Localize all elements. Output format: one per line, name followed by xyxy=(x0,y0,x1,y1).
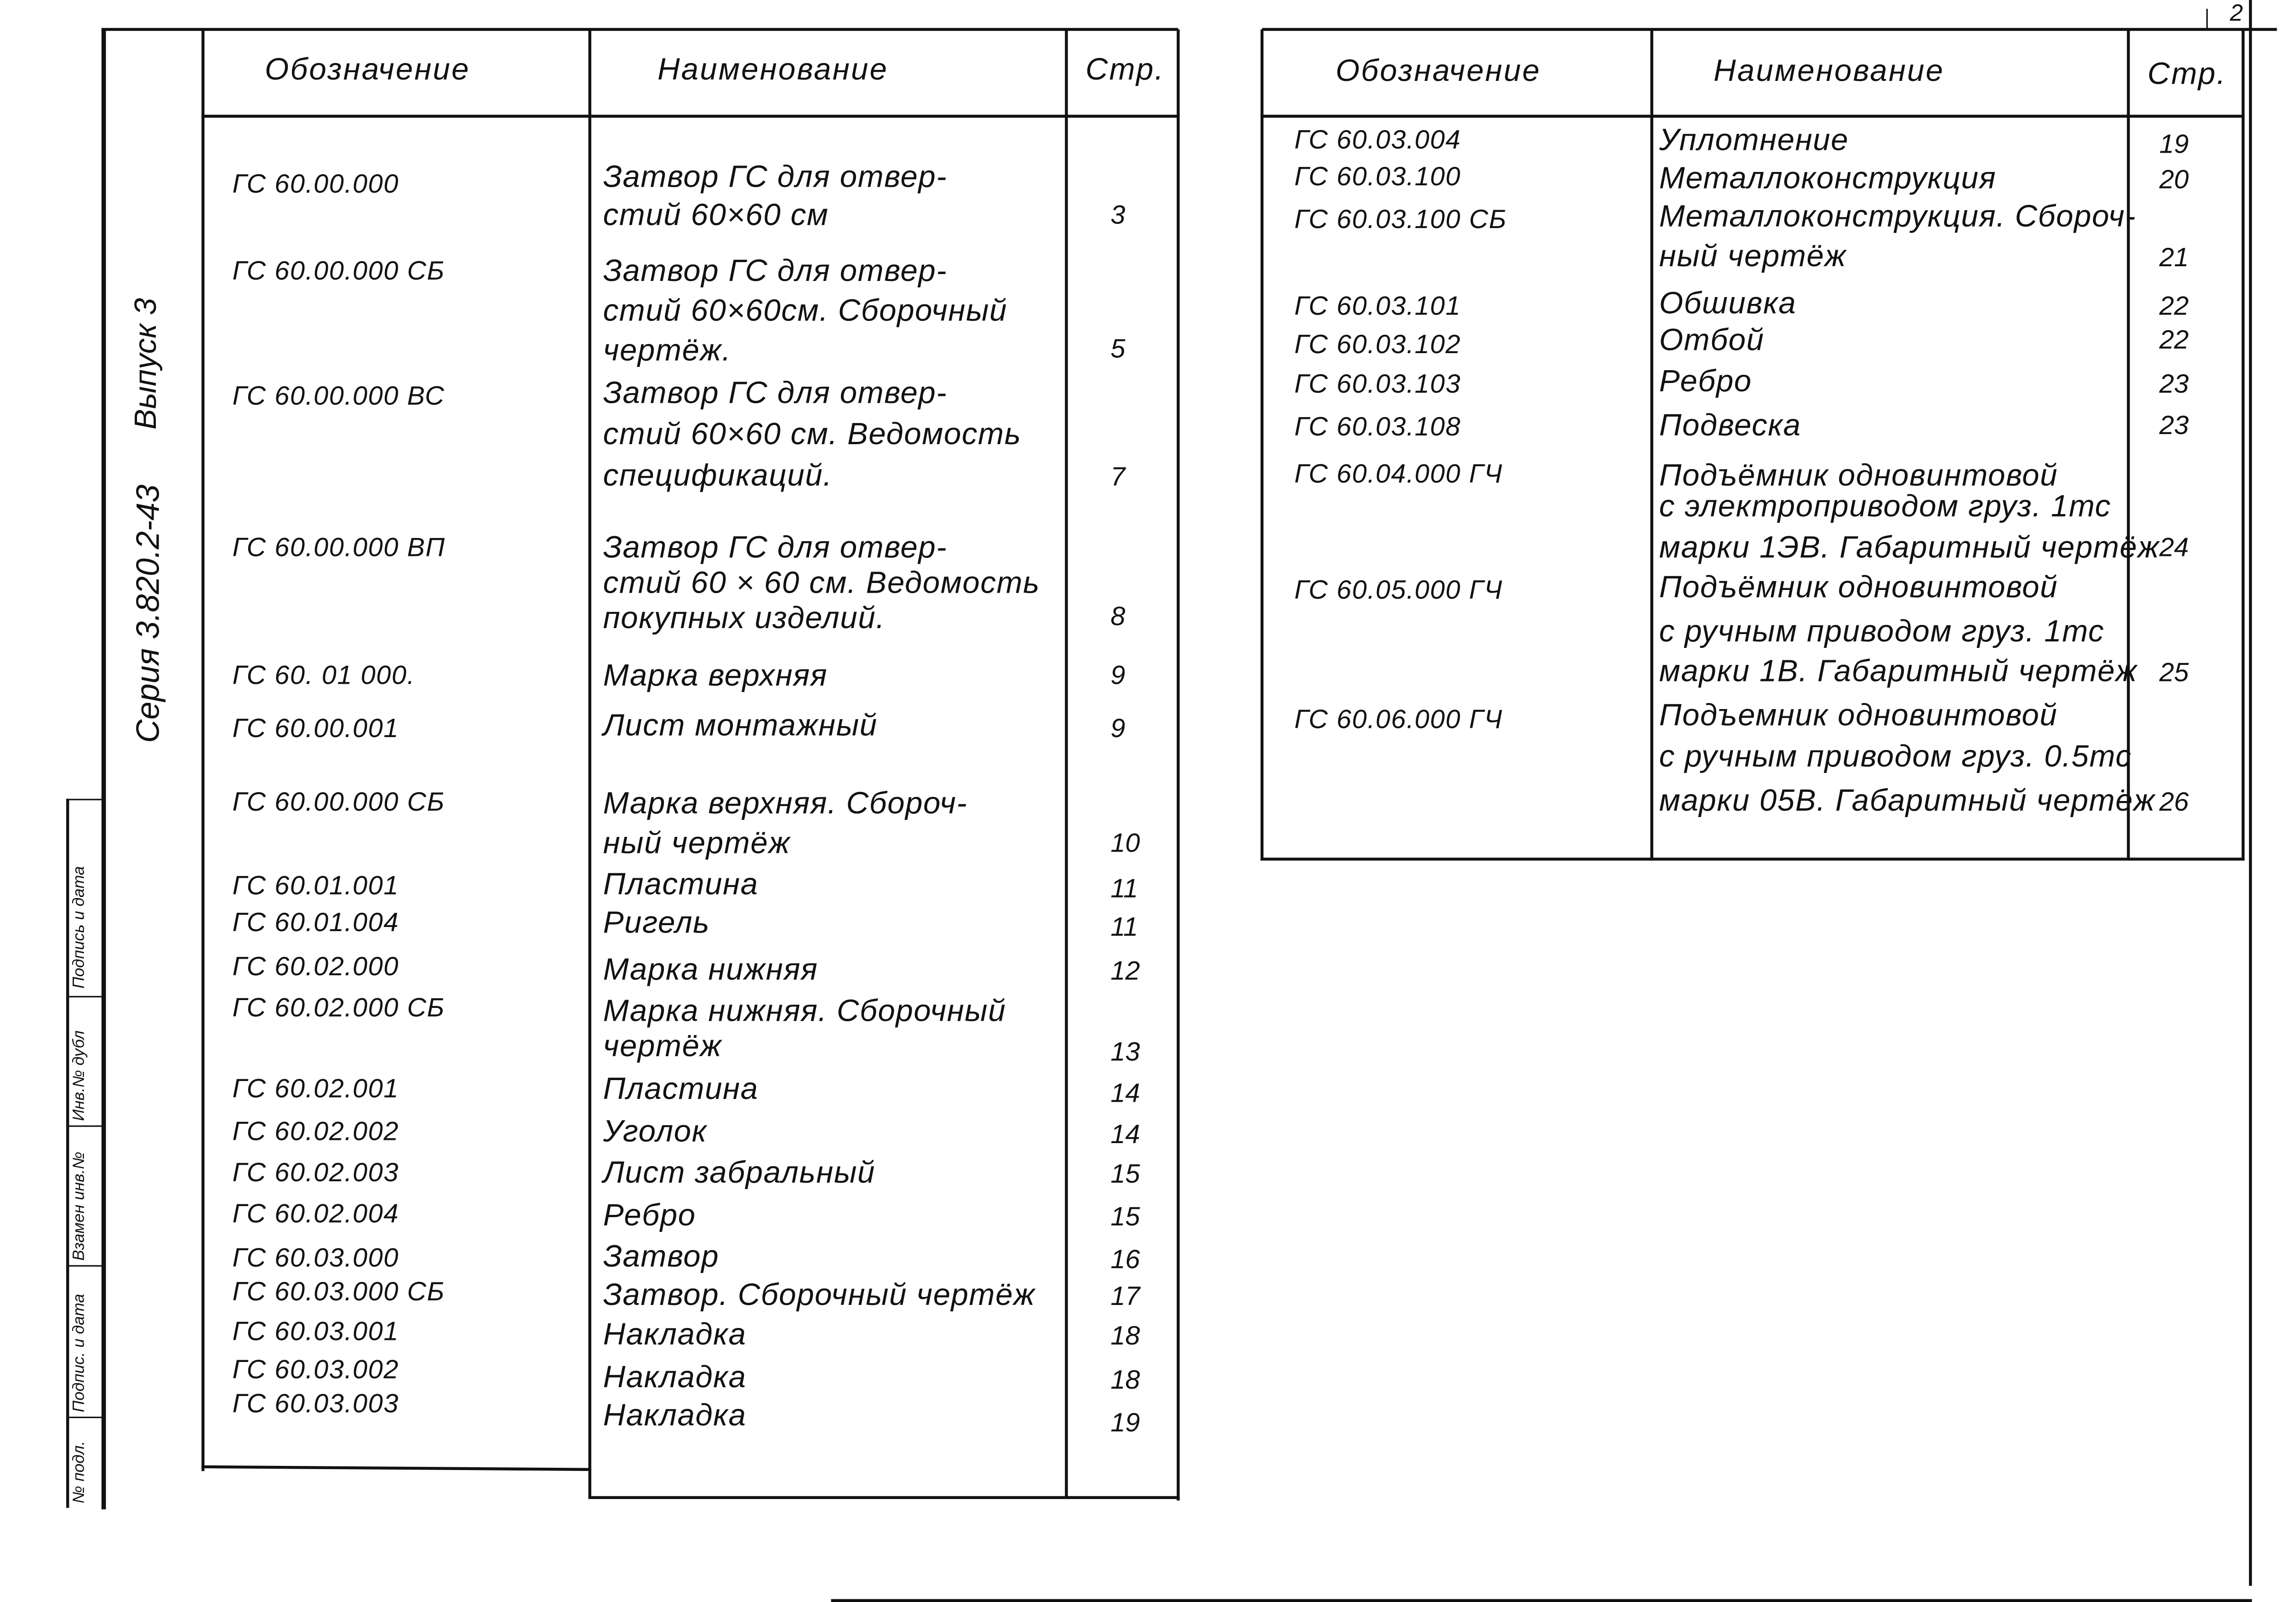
sheet-number: 2 xyxy=(2230,1,2243,27)
name-cell-line: Накладка xyxy=(603,1318,747,1352)
name-cell-line: Марка нижняя. Сборочный xyxy=(603,994,1006,1029)
stamp-label: Инв.№ дубл xyxy=(70,1030,88,1121)
stamp-label: № подл. xyxy=(70,1441,88,1504)
page-cell: 15 xyxy=(1110,1202,1140,1231)
header-designation: Обозначение xyxy=(1335,54,1541,88)
designation-cell: ГС 60.03.108 xyxy=(1294,412,1461,441)
stamp-line xyxy=(66,799,103,800)
page-cell: 8 xyxy=(1110,601,1125,631)
page-cell: 14 xyxy=(1110,1119,1140,1149)
name-cell-line: с электроприводом груз. 1тс xyxy=(1659,490,2111,524)
name-cell-line: Подъёмник одновинтовой xyxy=(1659,571,2058,605)
name-cell-line: Уплотнение xyxy=(1659,123,1849,158)
designation-cell: ГС 60.01.001 xyxy=(232,870,399,900)
header-page: Стр. xyxy=(2147,57,2227,92)
name-cell-line: Подъёмник одновинтовой xyxy=(1659,459,2058,493)
table-line xyxy=(588,29,591,1498)
series-label: Серия 3.820.2-43 xyxy=(129,484,166,743)
name-cell-line: Марка нижняя xyxy=(603,953,818,987)
header-designation: Обозначение xyxy=(264,53,470,87)
designation-cell: ГС 60.00.000 xyxy=(232,169,399,199)
name-cell-line: стий 60×60 см. Ведомость xyxy=(603,418,1022,452)
table-line xyxy=(201,29,204,1471)
page-cell: 3 xyxy=(1110,200,1125,230)
name-cell-line: Металлоконструкция xyxy=(1659,161,1997,196)
stamp-label: Подпись и дата xyxy=(70,866,88,989)
table-line xyxy=(1177,29,1179,1500)
name-cell-line: Отбой xyxy=(1659,323,1765,358)
designation-cell: ГС 60.03.003 xyxy=(232,1389,399,1419)
name-cell-line: стий 60 × 60 см. Ведомость xyxy=(603,566,1040,601)
name-cell-line: марки 05В. Габаритный чертёж xyxy=(1659,784,2156,818)
designation-cell: ГС 60.03.001 xyxy=(232,1316,399,1346)
name-cell-line: покупных изделий. xyxy=(603,601,885,636)
stamp-line xyxy=(66,1417,103,1418)
header-name: Наименование xyxy=(657,53,889,87)
page-cell: 9 xyxy=(1110,713,1125,743)
table-line xyxy=(2242,29,2245,861)
name-cell-line: Пластина xyxy=(603,1072,759,1106)
page-cell: 22 xyxy=(2159,291,2189,321)
page-cell: 26 xyxy=(2159,787,2189,817)
table-line xyxy=(1261,858,2245,860)
name-cell-line: Ребро xyxy=(1659,365,1752,399)
designation-cell: ГС 60.00.000 ВС xyxy=(232,381,445,411)
designation-cell: ГС 60.02.001 xyxy=(232,1074,399,1104)
designation-cell: ГС 60.03.102 xyxy=(1294,329,1461,359)
designation-cell: ГС 60. 01 000. xyxy=(232,660,416,690)
page-cell: 19 xyxy=(1110,1407,1140,1437)
name-cell-line: Затвор. Сборочный чертёж xyxy=(603,1278,1036,1312)
name-cell-line: Обшивка xyxy=(1659,286,1797,321)
name-cell-line: с ручным приводом груз. 1тс xyxy=(1659,615,2105,649)
designation-cell: ГС 60.02.002 xyxy=(232,1116,399,1146)
name-cell-line: ный чертёж xyxy=(1659,240,1847,274)
designation-cell: ГС 60.00.000 СБ xyxy=(232,787,445,817)
name-cell-line: Уголок xyxy=(603,1115,708,1149)
designation-cell: ГС 60.00.001 xyxy=(232,713,399,743)
stamp-line xyxy=(66,799,69,1508)
name-cell-line: чертёж xyxy=(603,1030,722,1064)
page-cell: 22 xyxy=(2159,325,2189,355)
stamp-line xyxy=(66,1125,103,1127)
name-cell-line: Затвор ГС для отвер- xyxy=(603,531,948,565)
frame-left-line xyxy=(102,29,106,1509)
designation-cell: ГС 60.03.103 xyxy=(1294,369,1461,399)
frame-top-line-right xyxy=(1262,28,2277,31)
designation-cell: ГС 60.00.000 СБ xyxy=(232,256,445,286)
table-line xyxy=(201,115,1180,118)
page-cell: 25 xyxy=(2159,658,2189,687)
name-cell-line: Лист монтажный xyxy=(603,709,878,743)
name-cell-line: Пластина xyxy=(603,868,759,902)
designation-cell: ГС 60.03.002 xyxy=(232,1355,399,1385)
name-cell-line: Металлоконструкция. Сбороч- xyxy=(1659,200,2136,234)
frame-bottom-line xyxy=(831,1599,2252,1602)
page-cell: 10 xyxy=(1110,828,1140,858)
name-cell-line: Затвор xyxy=(603,1240,720,1274)
name-cell-line: Марка верхняя. Сбороч- xyxy=(603,787,968,821)
table-line xyxy=(1261,29,1263,861)
designation-cell: ГС 60.01.004 xyxy=(232,907,399,937)
page-cell: 11 xyxy=(1110,874,1138,904)
page-cell: 7 xyxy=(1110,462,1125,492)
page-cell: 23 xyxy=(2159,369,2189,399)
stamp-line xyxy=(66,996,103,997)
stamp-line xyxy=(66,1265,103,1266)
page-cell: 17 xyxy=(1110,1281,1140,1311)
name-cell-line: Затвор ГС для отвер- xyxy=(603,254,948,289)
page-cell: 21 xyxy=(2159,242,2189,272)
name-cell-line: Накладка xyxy=(603,1361,747,1395)
table-line xyxy=(588,1496,1180,1499)
name-cell-line: стий 60×60см. Сборочный xyxy=(603,294,1008,328)
table-line xyxy=(1651,29,1653,861)
name-cell-line: Марка верхняя xyxy=(603,659,828,693)
designation-cell: ГС 60.03.101 xyxy=(1294,291,1461,321)
name-cell-line: с ручным приводом груз. 0.5тс xyxy=(1659,740,2132,774)
page-cell: 24 xyxy=(2159,532,2189,562)
designation-cell: ГС 60.00.000 ВП xyxy=(232,532,445,562)
designation-cell: ГС 60.03.100 xyxy=(1294,161,1461,191)
page-cell: 16 xyxy=(1110,1244,1140,1274)
page-cell: 14 xyxy=(1110,1078,1140,1108)
table-line xyxy=(201,1465,591,1471)
page-cell: 18 xyxy=(1110,1365,1140,1395)
name-cell-line: Ребро xyxy=(603,1199,696,1233)
name-cell-line: Лист забральный xyxy=(603,1156,875,1190)
table-line xyxy=(1261,115,2245,118)
issue-label: Выпуск 3 xyxy=(129,298,164,430)
stamp-label: Взамен инв.№ xyxy=(70,1151,88,1261)
header-page: Стр. xyxy=(1085,53,1165,87)
name-cell-line: марки 1ЭВ. Габаритный чертёж xyxy=(1659,531,2160,565)
page-cell: 12 xyxy=(1110,956,1140,986)
name-cell-line: Затвор ГС для отвер- xyxy=(603,160,948,195)
designation-cell: ГС 60.03.004 xyxy=(1294,125,1461,154)
designation-cell: ГС 60.04.000 ГЧ xyxy=(1294,459,1503,489)
header-name: Наименование xyxy=(1713,54,1945,88)
name-cell-line: Подъемник одновинтовой xyxy=(1659,698,2058,733)
page-cell: 5 xyxy=(1110,334,1125,364)
page-cell: 18 xyxy=(1110,1321,1140,1350)
name-cell-line: спецификаций. xyxy=(603,459,833,493)
designation-cell: ГС 60.03.100 СБ xyxy=(1294,204,1507,234)
page-cell: 11 xyxy=(1110,912,1138,942)
name-cell-line: марки 1В. Габаритный чертёж xyxy=(1659,654,2138,689)
page-cell: 20 xyxy=(2159,165,2189,195)
designation-cell: ГС 60.02.000 xyxy=(232,951,399,981)
name-cell-line: Подвеска xyxy=(1659,409,1801,443)
designation-cell: ГС 60.05.000 ГЧ xyxy=(1294,575,1503,605)
designation-cell: ГС 60.02.003 xyxy=(232,1157,399,1187)
stamp-label: Подпис. и дата xyxy=(70,1293,88,1413)
page-cell: 13 xyxy=(1110,1037,1140,1067)
frame-top-line xyxy=(102,28,1178,31)
sheet-number-divider xyxy=(2206,9,2208,29)
page-cell: 23 xyxy=(2159,410,2189,440)
page-cell: 19 xyxy=(2159,129,2189,159)
table-line xyxy=(2127,29,2130,861)
designation-cell: ГС 60.02.000 СБ xyxy=(232,993,445,1023)
designation-cell: ГС 60.03.000 xyxy=(232,1243,399,1273)
table-line xyxy=(1065,29,1068,1498)
name-cell-line: Ригель xyxy=(603,906,710,940)
frame-right-line xyxy=(2249,0,2252,1586)
name-cell-line: стий 60×60 см xyxy=(603,198,829,233)
designation-cell: ГС 60.06.000 ГЧ xyxy=(1294,704,1503,734)
page-cell: 15 xyxy=(1110,1159,1140,1189)
designation-cell: ГС 60.02.004 xyxy=(232,1199,399,1229)
name-cell-line: чертёж. xyxy=(603,334,731,368)
name-cell-line: Накладка xyxy=(603,1399,747,1433)
name-cell-line: Затвор ГС для отвер- xyxy=(603,377,948,411)
name-cell-line: ный чертёж xyxy=(603,827,791,861)
designation-cell: ГС 60.03.000 СБ xyxy=(232,1276,445,1306)
page-cell: 9 xyxy=(1110,660,1125,690)
